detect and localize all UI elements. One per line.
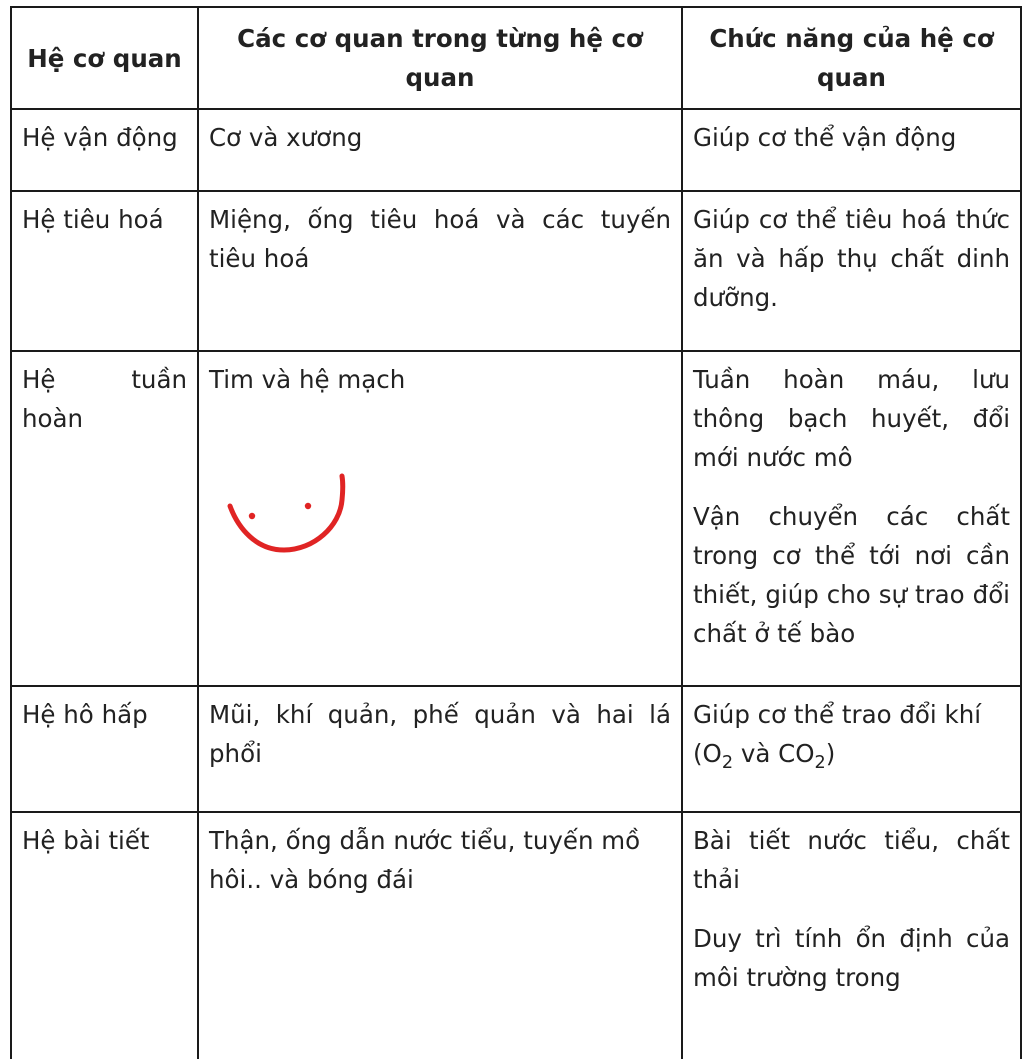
table-row xyxy=(11,191,1021,351)
cell-organs: Tim và hệ mạch xyxy=(198,351,682,686)
carbon-dioxide-subscript: 2 xyxy=(814,752,826,773)
gas-middle: và CO xyxy=(733,739,815,768)
smiley-doodle xyxy=(222,470,352,560)
cell-functions xyxy=(682,686,1021,812)
cell-system: Hệ hô hấp xyxy=(11,686,198,812)
cell-functions xyxy=(682,109,1021,191)
cell-system: Hệ tuần hoàn xyxy=(11,351,198,686)
cell-functions xyxy=(682,191,1021,351)
cell-system: Hệ tiêu hoá xyxy=(11,191,198,351)
function-text: Tuần hoàn máu, lưu thông bạch huyết, đổi mới nước mô xyxy=(693,365,1010,472)
cell-organs: Miệng, ống tiêu hoá và các tuyến tiêu hoá xyxy=(198,191,682,351)
header-organ-system: Hệ cơ quan xyxy=(11,7,198,109)
function-text: Giúp cơ thể vận động xyxy=(693,123,957,152)
table-row xyxy=(11,686,1021,812)
organ-systems-table xyxy=(10,6,1022,1059)
cell-organs: Thận, ống dẫn nước tiểu, tuyến mồ hôi.. và bóng đái xyxy=(198,812,682,1059)
table-row xyxy=(11,109,1021,191)
smiley-mouth-stroke xyxy=(230,476,343,550)
function-text xyxy=(693,695,1010,773)
smiley-left-eye xyxy=(249,513,255,519)
cell-system: Hệ bài tiết xyxy=(11,812,198,1059)
table-header xyxy=(11,7,1021,109)
cell-system: Hệ vận động xyxy=(11,109,198,191)
smiley-right-eye xyxy=(305,503,311,509)
cell-functions xyxy=(682,351,1021,686)
function-text: Vận chuyển các chất trong cơ thể tới nơi cần thiết, giúp cho sự trao đổi chất ở tế bào xyxy=(693,502,1010,648)
header-row xyxy=(11,7,1021,109)
table-body xyxy=(11,109,1021,1059)
cell-organs: Mũi, khí quản, phế quản và hai lá phổi xyxy=(198,686,682,812)
function-text: Bài tiết nước tiểu, chất thải xyxy=(693,826,1010,894)
function-text: Giúp cơ thể tiêu hoá thức ăn và hấp thụ chất dinh dưỡng. xyxy=(693,205,1010,312)
cell-organs: Cơ và xương xyxy=(198,109,682,191)
header-functions: Chức năng của hệ cơ quan xyxy=(682,7,1021,109)
cell-functions xyxy=(682,812,1021,1059)
gas-suffix: ) xyxy=(825,739,836,768)
header-organs: Các cơ quan trong từng hệ cơ quan xyxy=(198,7,682,109)
table-row xyxy=(11,351,1021,686)
gas-prefix: Giúp cơ thể trao đổi khí (O xyxy=(693,700,982,768)
function-text: Duy trì tính ổn định của môi trường trong xyxy=(693,924,1010,992)
table-row xyxy=(11,812,1021,1059)
oxygen-subscript: 2 xyxy=(721,752,734,773)
